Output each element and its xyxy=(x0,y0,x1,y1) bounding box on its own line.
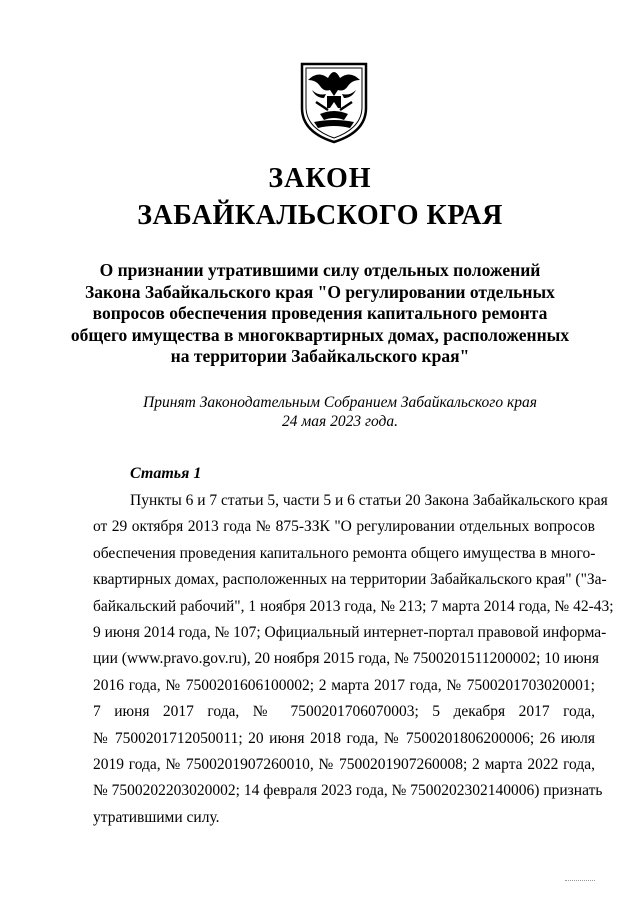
scan-artifact xyxy=(565,880,595,883)
document-title: ЗАКОН xyxy=(268,163,372,194)
article-line: от 29 октября 2013 года № 875-ЗЗК "О регулировании отдельных вопросов xyxy=(93,518,595,536)
article-line: № 7500202203020002; 14 февраля 2023 года, № 7500202302140006) признать xyxy=(93,782,603,800)
article-line: 9 июня 2014 года, № 107; Официальный интернет-портал правовой информа- xyxy=(93,624,607,642)
article-line: 7 июня 2017 года, № 7500201706070003; 5 декабря 2017 года, xyxy=(93,703,595,721)
article-line: ции (www.pravo.gov.ru), 20 ноября 2015 года, № 7500201511200002; 10 июня xyxy=(93,650,599,668)
article-body xyxy=(93,488,614,831)
document-subtitle: ЗАБАЙКАЛЬСКОГО КРАЯ xyxy=(137,200,503,231)
subject-line: общего имущества в многоквартирных домах, расположенных xyxy=(70,324,570,345)
adoption-date: 24 мая 2023 года. xyxy=(281,413,399,430)
coat-of-arms-icon xyxy=(298,58,370,144)
subject-line: О признании утратившими силу отдельных положений xyxy=(99,260,541,280)
adoption-line: Принят Законодательным Собранием Забайкальского края xyxy=(143,394,537,411)
article-line: обеспечения проведения капитального ремонта общего имущества в много- xyxy=(93,544,596,562)
article-line: 2016 года, № 7500201606100002; 2 марта 2017 года, № 7500201703020001; xyxy=(93,676,595,694)
article-line: квартирных домах, расположенных на территории Забайкальского края" ("За- xyxy=(93,571,607,589)
article-line: байкальский рабочий", 1 ноября 2013 года, № 213; 7 марта 2014 года, № 42-43; xyxy=(93,597,614,615)
subject-line: Закона Забайкальского края "О регулировании отдельных xyxy=(85,281,555,302)
article-line: Пункты 6 и 7 статьи 5, части 5 и 6 статьи 20 Закона Забайкальского края xyxy=(130,492,608,509)
article-line: утратившими силу. xyxy=(93,808,220,826)
adoption-note xyxy=(70,393,610,431)
law-subject xyxy=(70,260,570,368)
subject-line: вопросов обеспечения проведения капитального ремонта xyxy=(92,303,548,323)
subject-line: на территории Забайкальского края" xyxy=(170,346,470,366)
article-heading: Статья 1 xyxy=(130,465,202,482)
article-line: 2019 года, № 7500201907260010, № 7500201907260008; 2 марта 2022 года, xyxy=(93,756,595,774)
article-line: № 7500201712050011; 20 июня 2018 года, № 7500201806200006; 26 июля xyxy=(93,729,595,747)
